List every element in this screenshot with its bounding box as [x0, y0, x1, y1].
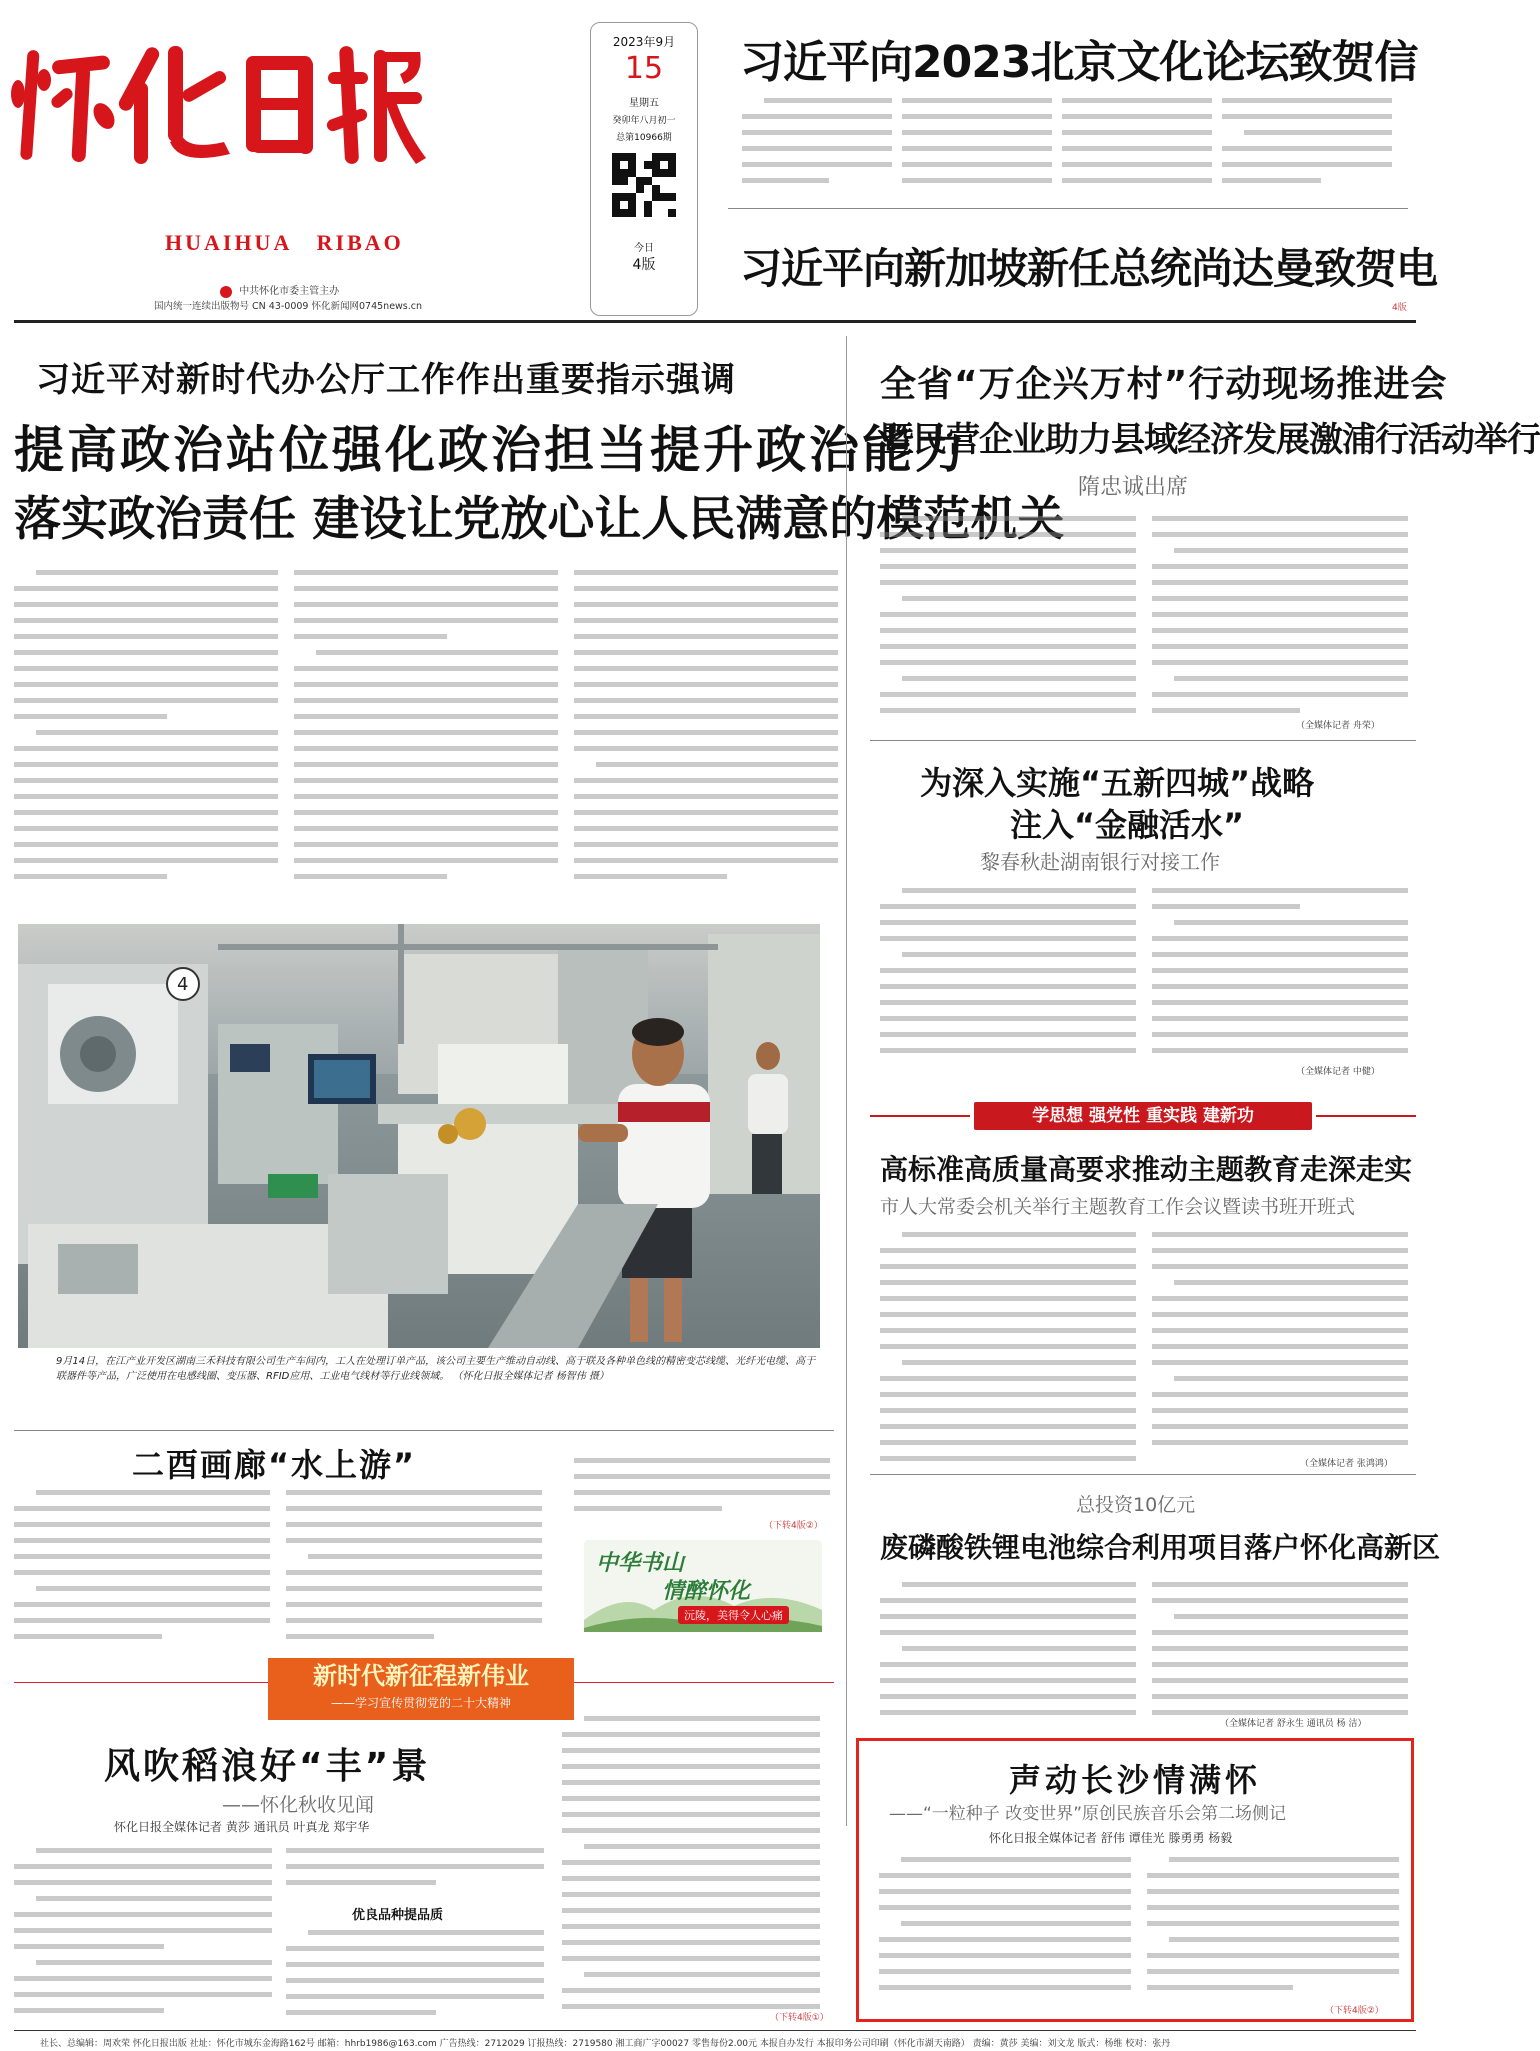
ad-line-1: 中华书山: [596, 1550, 685, 1576]
lead-story-headline-1[interactable]: 提高政治站位强化政治担当提升政治能力: [14, 421, 968, 479]
right-story-2-byline: 黎春秋赴湖南银行对接工作: [980, 850, 1220, 874]
date-year-month: 2023年9月: [612, 35, 676, 49]
left-story-3-body-col3: [562, 1710, 820, 2022]
publisher-icon: [220, 286, 232, 298]
right-story-2-headline-2[interactable]: 注入“金融活水”: [1010, 806, 1245, 844]
left-story-3-byline: 怀化日报全媒体记者 黄莎 通讯员 叶真龙 郑宇华: [114, 1820, 370, 1834]
right-story-2-headline-1[interactable]: 为深入实施“五新四城”战略: [920, 764, 1315, 802]
right-story-4-body: [880, 1576, 1412, 1724]
left-story-3-body-col1: [14, 1842, 272, 2022]
publisher-line: [220, 282, 339, 298]
date-issue: 总第10966期: [616, 133, 672, 143]
photo-caption: [56, 1354, 816, 1384]
lead-story-body: [14, 564, 834, 886]
ad-line-2: 情醉怀化: [662, 1578, 751, 1604]
left-story-3-sub-section: 优良品种提品质: [352, 1908, 444, 1923]
registration-line: 国内统一连续出版物号 CN 43-0009 怀化新闻网0745news.cn: [154, 301, 423, 312]
masthead: [0, 0, 570, 255]
date-lunar: 癸卯年八月初一: [612, 116, 676, 126]
top-story-2-page-ref: 4版: [1392, 303, 1407, 313]
date-box: [590, 22, 698, 316]
right-story-1-headline-1[interactable]: 全省“万企兴万村”行动现场推进会: [880, 364, 1448, 405]
qr-code-icon: [612, 153, 676, 217]
divider: [728, 208, 1408, 209]
left-story-3-body-col2b: [286, 1924, 544, 2024]
highlight-story-byline: 怀化日报全媒体记者 舒伟 谭佳光 滕勇勇 杨毅: [989, 1831, 1233, 1845]
photo-caption-text: 9月14日，在江产业开发区湖南三禾科技有限公司生产车间内，工人在处理订单产品，该公司主要生产维动自动线、高于联及各种单色线的精密变芯线缆、光纤光电缆、高于联器件等产品，广泛使用在电感线圈、变压器、RFID应用、工业电气线材等行业线领域。: [56, 1356, 816, 1382]
left-story-2-page-ref: （下转4版②）: [764, 1521, 823, 1531]
top-story-1-body: [742, 92, 1402, 202]
footer-text: 社长、总编辑：周欢荣 怀化日报出版 社址：怀化市城东金海路162号 邮箱：hhrb1986@163.com 广告热线：2712029 订报热线：2719580 湘工商广字00027 零售每份2.00元 本报自办发行 本报印务公司印刷（怀化市湖天南路） 责编：黄莎 美编：刘文龙 版式：杨维 校对：张丹: [40, 2039, 1171, 2049]
highlight-story-page-ref: （下转4版②）: [1325, 2006, 1384, 2016]
left-story-3-body-col2: [286, 1842, 544, 1902]
factory-photo: [18, 924, 820, 1348]
masthead-divider: [14, 320, 1416, 323]
right-story-3-headline[interactable]: 高标准高质量高要求推动主题教育走深走实: [880, 1153, 1413, 1186]
ad-line-3: 沅陵，美得令人心痛: [678, 1606, 789, 1624]
highlight-story-frame[interactable]: [856, 1738, 1414, 2022]
highlight-story-subhead: ——“一粒种子 改变世界”原创民族音乐会第二场侧记: [889, 1804, 1287, 1824]
left-story-3-subhead: ——怀化秋收见闻: [222, 1794, 375, 1816]
column-divider: [846, 336, 847, 1826]
machine-number-label: 4: [177, 974, 189, 995]
right-story-2-body: [880, 882, 1412, 1072]
right-story-4-kicker: 总投资10亿元: [1076, 1494, 1196, 1516]
series-banner-subtitle: ——学习宣传贯彻党的二十大精神: [330, 1696, 511, 1710]
right-story-4-headline[interactable]: 废磷酸铁锂电池综合利用项目落户怀化高新区: [880, 1531, 1441, 1564]
tourism-ad[interactable]: [584, 1540, 822, 1632]
footer-divider: [14, 2030, 1416, 2031]
photo-credit: （怀化日报全媒体记者 杨智伟 摄）: [452, 1371, 609, 1382]
date-weekday: 星期五: [629, 98, 659, 109]
highlight-story-body: [879, 1851, 1403, 2011]
series-banner: [268, 1658, 574, 1720]
left-story-2-body: [14, 1484, 554, 1654]
right-story-3-subhead: 市人大常委会机关举行主题教育工作会议暨读书班开班式: [880, 1196, 1356, 1218]
top-story-2-headline[interactable]: 习近平向新加坡新任总统尚达曼致贺电: [740, 244, 1438, 293]
campaign-banner-text: 学思想 强党性 重实践 建新功: [974, 1102, 1312, 1130]
date-pages: 4版: [632, 257, 656, 273]
publisher-text: 中共怀化市委主管主办: [239, 286, 340, 297]
right-story-3-reporter: （全媒体记者 张鸿鸿）: [1300, 1459, 1393, 1469]
factory-photo-image: [18, 924, 820, 1348]
divider: [870, 740, 1416, 741]
masthead-logo: [10, 32, 430, 172]
date-day: 15: [624, 51, 664, 86]
right-story-2-reporter: （全媒体记者 中健）: [1296, 1067, 1380, 1077]
lead-story-headline-2[interactable]: 落实政治责任 建设让党放心让人民满意的模范机关: [14, 492, 1065, 547]
left-story-3-page-ref: （下转4版①）: [770, 2013, 829, 2023]
masthead-pinyin: HUAIHUA RIBAO: [165, 230, 404, 255]
left-story-3-headline[interactable]: 风吹稻浪好“丰”景: [104, 1746, 431, 1787]
right-story-4-reporter: （全媒体记者 舒永生 通讯员 杨 洁）: [1220, 1719, 1367, 1729]
right-story-1-byline: 隋忠诚出席: [1078, 475, 1189, 500]
highlight-story-headline: 声动长沙情满怀: [1009, 1761, 1262, 1799]
right-story-1-body: [880, 510, 1412, 730]
series-banner-title: 新时代新征程新伟业: [313, 1662, 529, 1690]
divider: [870, 1474, 1416, 1475]
right-story-1-reporter: （全媒体记者 舟荣）: [1296, 721, 1380, 731]
divider: [14, 1430, 834, 1431]
top-story-1-headline[interactable]: 习近平向2023北京文化论坛致贺信: [740, 37, 1418, 88]
campaign-banner: [870, 1102, 1416, 1130]
right-story-1-headline-2[interactable]: 暨民营企业助力县域经济发展激浦行活动举行: [880, 420, 1540, 460]
right-story-3-body: [880, 1226, 1412, 1466]
lead-story-kicker[interactable]: 习近平对新时代办公厅工作作出重要指示强调: [36, 360, 736, 400]
left-story-2-headline[interactable]: 二酉画廊“水上游”: [132, 1446, 417, 1484]
date-today-label: 今日: [634, 243, 654, 254]
